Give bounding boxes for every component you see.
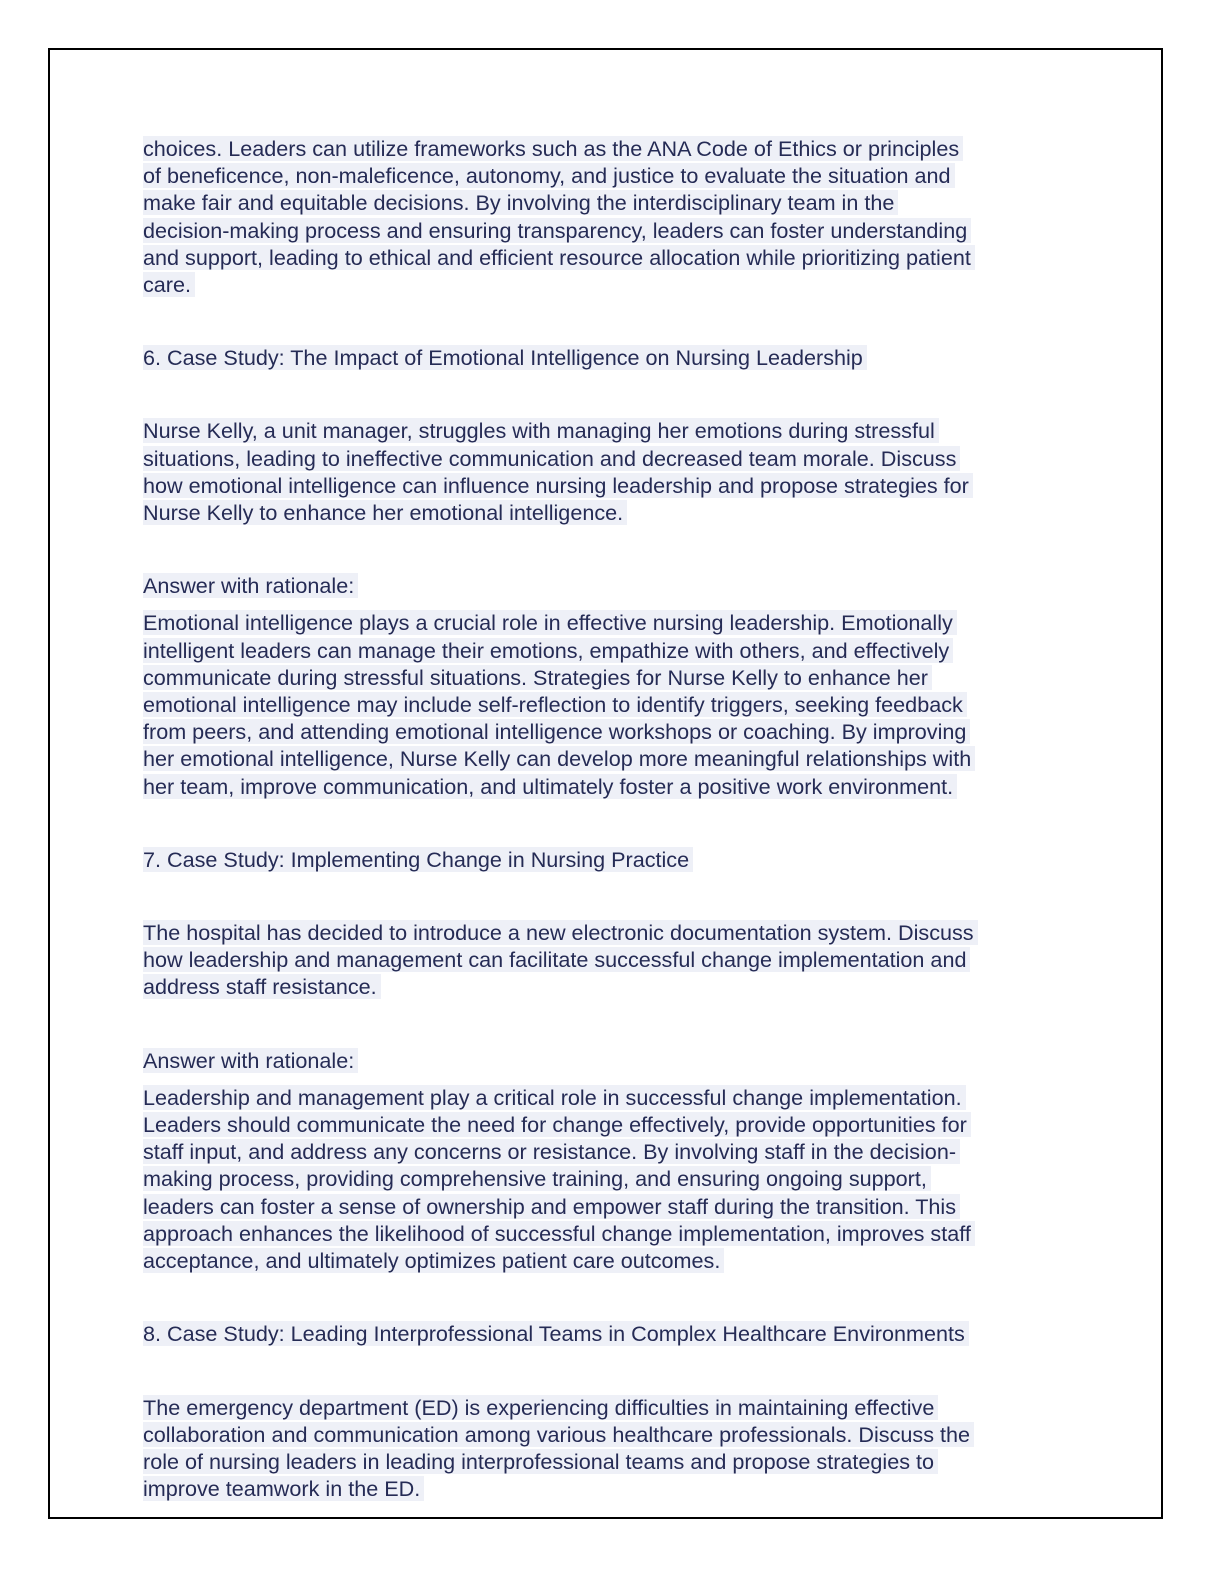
- text-line: [143, 1138, 1073, 1165]
- text-line-content: staff input, and address any concerns or resistance. By involving staff in the decision-: [143, 1139, 960, 1164]
- case-7-heading: [143, 846, 1073, 873]
- text-line: [143, 1320, 1073, 1347]
- ethics-continuation: [143, 135, 1073, 298]
- text-line: [143, 1111, 1073, 1138]
- text-line: [143, 1084, 1073, 1111]
- text-line: [143, 919, 1073, 946]
- text-line-content: role of nursing leaders in leading interprofessional teams and propose strategies to: [143, 1449, 938, 1474]
- text-line: [143, 1247, 1073, 1274]
- text-line-content: decision-making process and ensuring transparency, leaders can foster understanding: [143, 218, 971, 243]
- case-6-prompt: [143, 417, 1073, 526]
- text-line-content: The hospital has decided to introduce a new electronic documentation system. Discuss: [143, 920, 978, 945]
- text-line: [143, 637, 1073, 664]
- text-line: [143, 189, 1073, 216]
- text-line: [143, 718, 1073, 745]
- text-line: [143, 1165, 1073, 1192]
- text-line-content: Nurse Kelly to enhance her emotional intelligence.: [143, 500, 627, 525]
- text-line-content: Leaders should communicate the need for change effectively, provide opportunities for: [143, 1112, 971, 1137]
- text-line-content: how emotional intelligence can influence nursing leadership and propose strategies for: [143, 473, 973, 498]
- case-7-answer-label: [143, 1047, 1073, 1074]
- text-line-content: care.: [143, 272, 195, 297]
- text-line: [143, 344, 1073, 371]
- text-line-content: Answer with rationale:: [143, 1048, 358, 1073]
- text-line: [143, 846, 1073, 873]
- case-6-answer: [143, 609, 1073, 799]
- text-line-content: 6. Case Study: The Impact of Emotional Intelligence on Nursing Leadership: [143, 345, 867, 370]
- text-line-content: and support, leading to ethical and efficient resource allocation while prioritizing patient: [143, 245, 975, 270]
- text-line-content: communicate during stressful situations. Strategies for Nurse Kelly to enhance her: [143, 665, 932, 690]
- case-6-answer-label: [143, 572, 1073, 599]
- text-line-content: 7. Case Study: Implementing Change in Nursing Practice: [143, 847, 693, 872]
- case-8-prompt: [143, 1394, 1073, 1503]
- text-line-content: situations, leading to ineffective communication and decreased team morale. Discuss: [143, 446, 960, 471]
- text-line-content: approach enhances the likelihood of successful change implementation, improves staff: [143, 1221, 975, 1246]
- text-line-content: Emotional intelligence plays a crucial role in effective nursing leadership. Emotionally: [143, 610, 957, 635]
- text-line-content: collaboration and communication among various healthcare professionals. Discuss the: [143, 1422, 974, 1447]
- text-line: [143, 445, 1073, 472]
- text-line: [143, 499, 1073, 526]
- case-7-answer: [143, 1084, 1073, 1274]
- text-line-content: make fair and equitable decisions. By involving the interdisciplinary team in the: [143, 190, 898, 215]
- text-line: [143, 135, 1073, 162]
- text-line-content: Answer with rationale:: [143, 573, 358, 598]
- text-line-content: choices. Leaders can utilize frameworks such as the ANA Code of Ethics or principles: [143, 136, 963, 161]
- text-line: [143, 1193, 1073, 1220]
- text-line: [143, 1394, 1073, 1421]
- case-6-heading: [143, 344, 1073, 371]
- document-body: [143, 135, 1073, 1502]
- case-7-prompt: [143, 919, 1073, 1001]
- text-line-content: how leadership and management can facilitate successful change implementation and: [143, 947, 970, 972]
- text-line-content: intelligent leaders can manage their emotions, empathize with others, and effectively: [143, 638, 953, 663]
- text-line: [143, 217, 1073, 244]
- text-line: [143, 691, 1073, 718]
- text-line: [143, 417, 1073, 444]
- text-line: [143, 271, 1073, 298]
- text-line-content: emotional intelligence may include self-reflection to identify triggers, seeking feedback: [143, 692, 967, 717]
- text-line-content: Nurse Kelly, a unit manager, struggles with managing her emotions during stressful: [143, 418, 939, 443]
- text-line: [143, 1047, 1073, 1074]
- text-line-content: The emergency department (ED) is experiencing difficulties in maintaining effective: [143, 1395, 938, 1420]
- text-line-content: her emotional intelligence, Nurse Kelly can develop more meaningful relationships with: [143, 746, 975, 771]
- text-line: [143, 162, 1073, 189]
- text-line: [143, 1421, 1073, 1448]
- text-line: [143, 745, 1073, 772]
- text-line-content: 8. Case Study: Leading Interprofessional Teams in Complex Healthcare Environments: [143, 1321, 969, 1346]
- text-line-content: improve teamwork in the ED.: [143, 1476, 424, 1501]
- text-line-content: making process, providing comprehensive training, and ensuring ongoing support,: [143, 1166, 931, 1191]
- text-line: [143, 472, 1073, 499]
- text-line: [143, 1475, 1073, 1502]
- text-line: [143, 1448, 1073, 1475]
- text-line-content: acceptance, and ultimately optimizes patient care outcomes.: [143, 1248, 724, 1273]
- text-line-content: address staff resistance.: [143, 974, 381, 999]
- text-line: [143, 244, 1073, 271]
- text-line-content: her team, improve communication, and ultimately foster a positive work environment.: [143, 774, 957, 799]
- text-line: [143, 973, 1073, 1000]
- text-line: [143, 773, 1073, 800]
- case-8-heading: [143, 1320, 1073, 1347]
- text-line: [143, 1220, 1073, 1247]
- text-line-content: leaders can foster a sense of ownership and empower staff during the transition. This: [143, 1194, 960, 1219]
- text-line: [143, 946, 1073, 973]
- text-line-content: from peers, and attending emotional intelligence workshops or coaching. By improving: [143, 719, 970, 744]
- text-line-content: Leadership and management play a critical role in successful change implementation.: [143, 1085, 966, 1110]
- text-line: [143, 572, 1073, 599]
- text-line: [143, 664, 1073, 691]
- text-line: [143, 609, 1073, 636]
- text-line-content: of beneficence, non-maleficence, autonomy, and justice to evaluate the situation and: [143, 163, 955, 188]
